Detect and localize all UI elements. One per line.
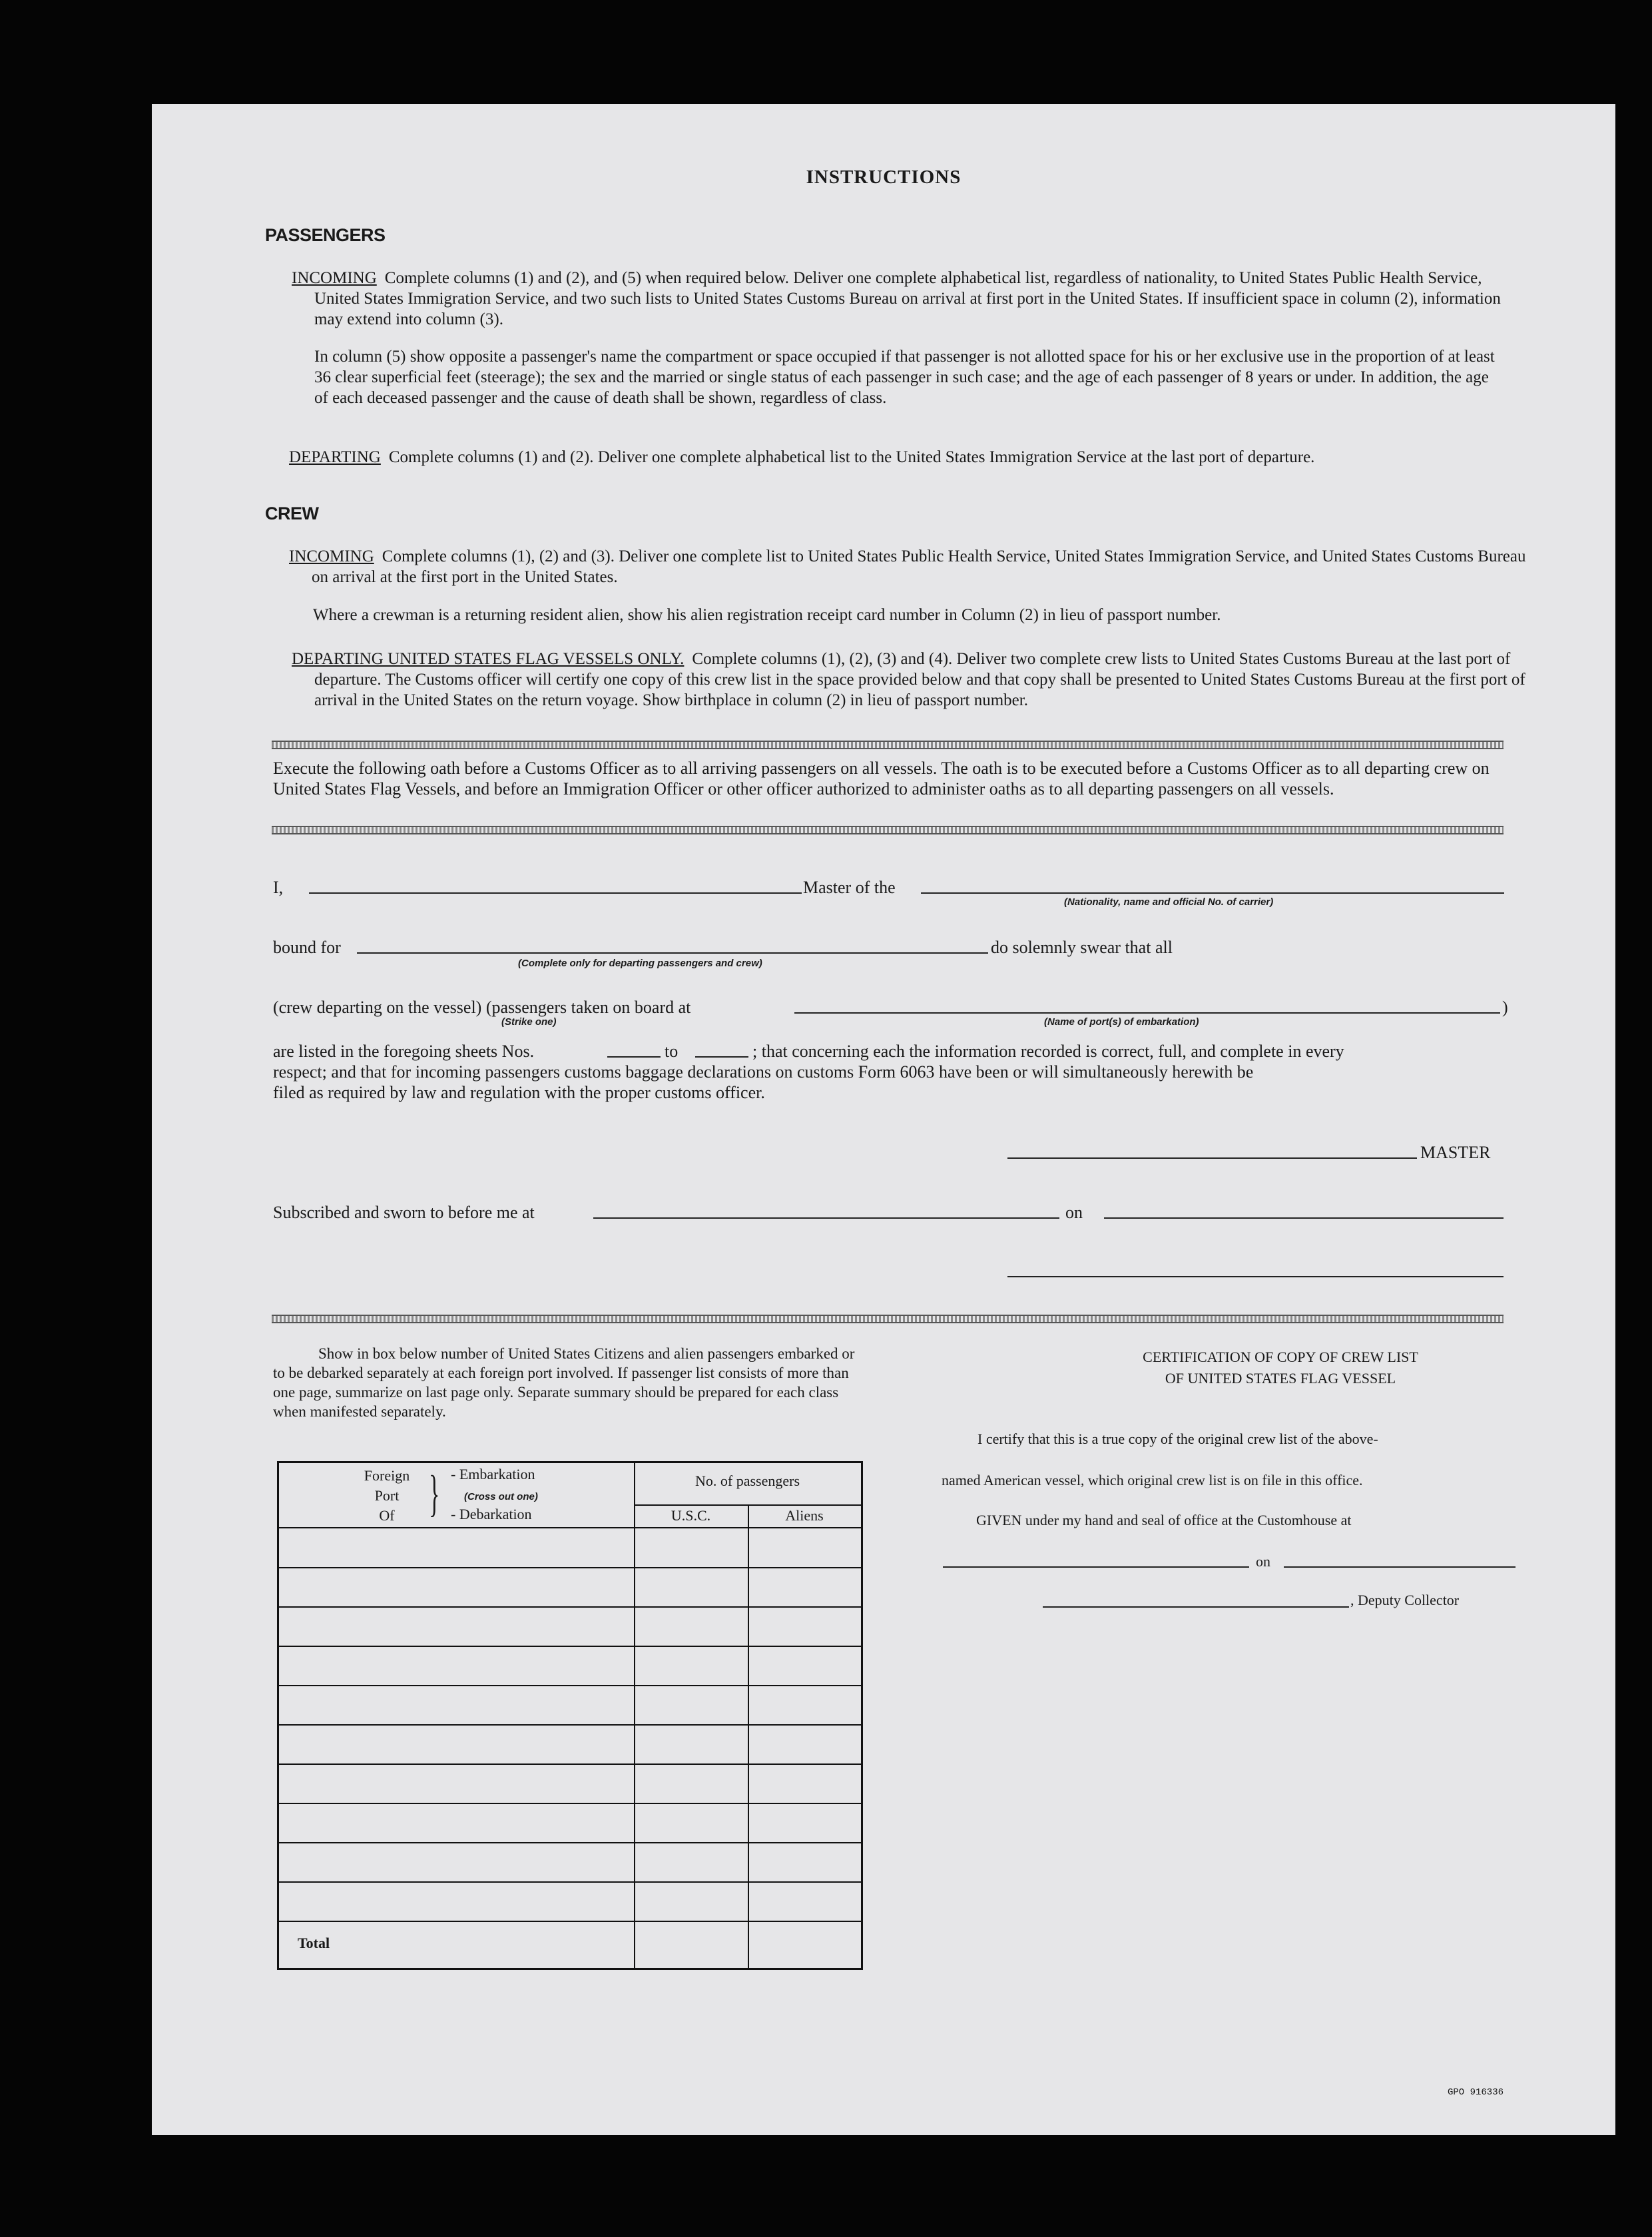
sheet-from-field[interactable] [607, 1056, 661, 1058]
bound-for-label: bound for [273, 938, 341, 957]
foreign-port-of-header: Foreign Port Of [364, 1467, 410, 1524]
passengers-heading: PASSENGERS [265, 225, 386, 245]
strike-caption: (Strike one) [501, 1016, 557, 1028]
crew-incoming-lead: INCOMING [289, 547, 374, 565]
passengers-departing-text: Complete columns (1) and (2). Deliver one complete alphabetical list to the United States Immigration Service at the last port of departure. [388, 448, 1315, 466]
certification-line3: GIVEN under my hand and seal of office at the Customhouse at [976, 1512, 1352, 1528]
port-caption: (Name of port(s) of embarkation) [1044, 1016, 1199, 1028]
listed-line2: respect; and that for incoming passengers customs baggage declarations on customs Form 6063 have been or will simultaneously herewith be [273, 1062, 1254, 1082]
listed-suffix: ; that concerning each the information recorded is correct, full, and complete in every [752, 1042, 1344, 1061]
crew-passengers-label: (crew departing on the vessel) (passengers taken on board at [273, 998, 691, 1017]
master-signature-field[interactable] [1007, 1157, 1417, 1159]
to-label: to [665, 1042, 679, 1061]
crossout-caption: (Cross out one) [464, 1491, 538, 1502]
total-label: Total [298, 1935, 330, 1951]
passengers-incoming-text: Complete columns (1) and (2), and (5) when required below. Deliver one complete alphabetical list, regardless of nationality, to United States Public Health Service, United States Immigration Service, and two such lists to United States Customs Bureau on arrival at first port in the United States. If insufficient space in column (2), information may extend into column (3). [314, 269, 1501, 328]
crew-incoming-paragraph [289, 546, 1526, 587]
passenger-summary-table [277, 1461, 863, 1970]
subscribed-label: Subscribed and sworn to before me at [273, 1203, 535, 1222]
num-passengers-header: No. of passengers [694, 1472, 800, 1489]
sheet-to-field[interactable] [695, 1056, 748, 1058]
certification-heading [938, 1347, 1623, 1389]
bound-for-field[interactable] [357, 952, 988, 954]
listed-prefix: are listed in the foregoing sheets Nos. [273, 1042, 535, 1061]
master-of-label: Master of the [803, 878, 896, 897]
oath-instructions: Execute the following oath before a Customs Officer as to all arriving passengers on all vessels. The oath is to be executed before a Customs Officer as to all departing crew on United States Flag Vessels, and before an Immigration Officer or other officer authorized to administer oaths as to all departing passengers on all vessels. [273, 759, 1490, 799]
deputy-collector-label: , Deputy Collector [1350, 1592, 1460, 1608]
aliens-header: Aliens [785, 1507, 824, 1524]
embarkation-header: - Embarkation [451, 1466, 535, 1482]
master-name-field[interactable] [309, 892, 802, 894]
brace-mark: } [429, 1466, 440, 1522]
sworn-on-label: on [1065, 1203, 1083, 1222]
certification-line1: I certify that this is a true copy of the original crew list of the above- [977, 1431, 1378, 1447]
master-label: MASTER [1420, 1143, 1491, 1162]
passengers-departing-paragraph [289, 447, 1526, 468]
crew-resident-paragraph: Where a crewman is a returning resident alien, show his alien registration receipt card number in Column (2) in lieu of passport number. [313, 606, 1221, 624]
form-sheet [152, 104, 1615, 2135]
listed-line3: filed as required by law and regulation with the proper customs officer. [273, 1083, 765, 1102]
passengers-incoming-paragraph [292, 268, 1526, 330]
swear-label: do solemnly swear that all [991, 938, 1173, 957]
divider-1 [272, 741, 1504, 749]
crew-departing-paragraph [292, 649, 1526, 711]
divider-2 [272, 826, 1504, 834]
carrier-field[interactable] [921, 892, 1504, 894]
crew-incoming-text: Complete columns (1), (2) and (3). Deliver one complete list to United States Public Health Service, United States Immigration Service, and United States Customs Bureau on arrival at the first port in the United States. [312, 547, 1526, 586]
certification-line2: named American vessel, which original crew list is on file in this office. [942, 1472, 1363, 1488]
sworn-date-field[interactable] [1104, 1217, 1504, 1219]
crew-departing-text: Complete columns (1), (2), (3) and (4). Deliver two complete crew lists to United States Customs Bureau at the last port of departure. The Customs officer will certify one copy of this crew list in the space provided below and that copy shall be presented to United States Customs Bureau at the first port of arrival in the United States on the return voyage. Show birthplace in column (2) in lieu of passport number. [314, 650, 1525, 709]
debarkation-header: - Debarkation [451, 1506, 532, 1522]
oath-i-label: I, [273, 878, 284, 897]
passengers-incoming-lead: INCOMING [292, 269, 377, 287]
divider-3 [272, 1315, 1504, 1323]
officer-signature-field[interactable] [1007, 1276, 1504, 1277]
bound-caption: (Complete only for departing passengers and crew) [518, 958, 762, 969]
certification-date-field[interactable] [1284, 1566, 1515, 1568]
passengers-column5-paragraph: In column (5) show opposite a passenger's name the compartment or space occupied if that passenger is not allotted space for his or her exclusive use in the proportion of at least 36 clear superficial feet (steerage); the sex and the married or single status of each passenger in such case; and the age of each passenger of 8 years or under. In addition, the age of each deceased passenger and the cause of death shall be shown, regardless of class. [314, 348, 1495, 407]
certification-heading-line1: CERTIFICATION OF COPY OF CREW LIST [1143, 1349, 1418, 1365]
embarkation-ports-field[interactable] [794, 1012, 1500, 1014]
usc-header: U.S.C. [671, 1507, 711, 1524]
deputy-signature-field[interactable] [1043, 1606, 1349, 1608]
nationality-caption: (Nationality, name and official No. of carrier) [1064, 896, 1274, 908]
page-title: INSTRUCTIONS [806, 166, 962, 188]
certification-heading-line2: OF UNITED STATES FLAG VESSEL [1165, 1370, 1396, 1387]
customhouse-field[interactable] [943, 1566, 1249, 1568]
passengers-departing-lead: DEPARTING [289, 448, 381, 466]
sworn-place-field[interactable] [593, 1217, 1059, 1219]
crew-departing-lead: DEPARTING UNITED STATES FLAG VESSELS ONLY. [292, 650, 685, 668]
summary-instructions: Show in box below number of United States Citizens and alien passengers embarked or to be debarked separately at each foreign port involved. If passenger list consists of more than one page, summarize on last page only. Separate summary should be prepared for each class when manifested separately. [273, 1345, 855, 1420]
close-paren: ) [1502, 998, 1508, 1017]
certification-on-label: on [1256, 1553, 1270, 1570]
gpo-footer: GPO 916336 [1448, 2087, 1504, 2098]
crew-heading: CREW [265, 503, 319, 523]
